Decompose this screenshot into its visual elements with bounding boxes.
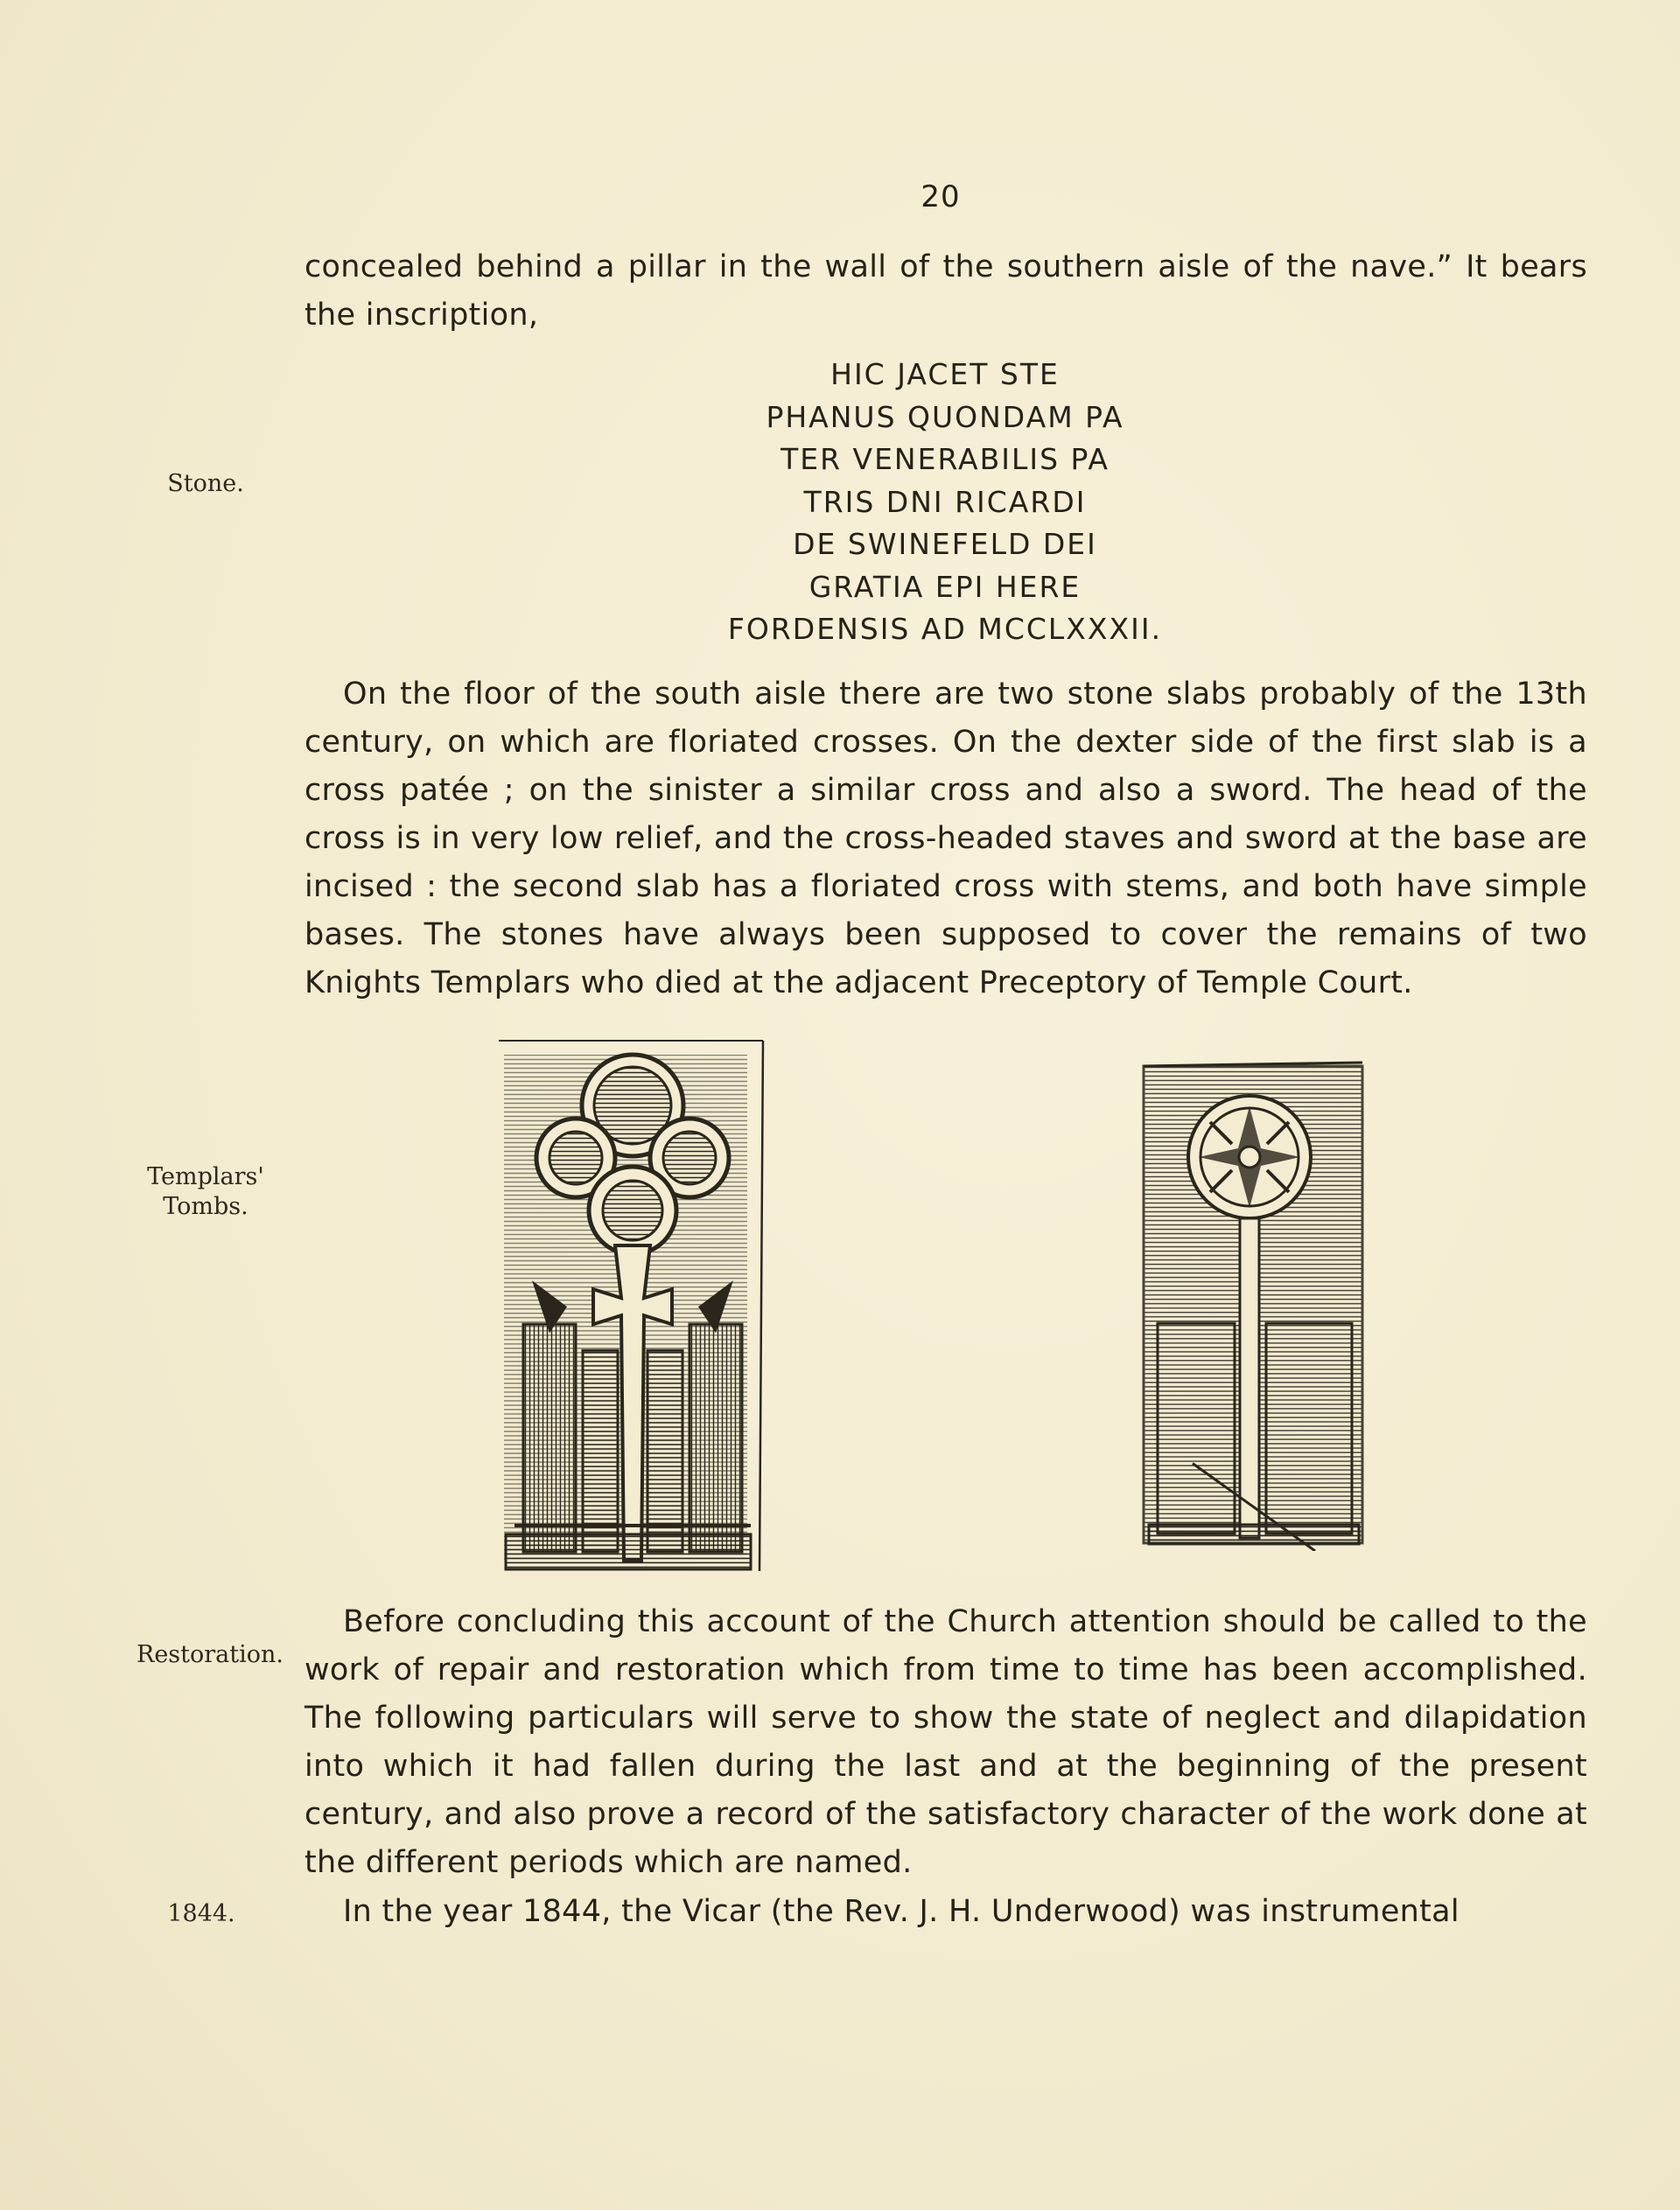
inscription-line: PHANUS QUONDAM PA [766, 399, 1124, 434]
inscription-line: TRIS DNI RICARDI [803, 484, 1087, 519]
paragraph-1844 [304, 1888, 1587, 1936]
margin-note-templars-tombs: Templars' Tombs. [147, 1163, 264, 1220]
inscription-line: GRATIA EPI HERE [808, 569, 1082, 604]
latin-inscription [630, 354, 1260, 651]
inscription-line: HIC JACET STE [830, 357, 1060, 391]
templar-slab-engraving-2 [1140, 1061, 1369, 1551]
page-number: 20 [920, 179, 961, 214]
margin-note-1844: 1844. [167, 1900, 235, 1927]
paragraph-stone-slabs [304, 670, 1587, 1007]
paragraph-restoration [304, 1598, 1587, 1887]
paragraph-inscription-intro [304, 243, 1587, 340]
paragraph-text: concealed behind a pillar in the wall of the southern aisle of the nave.” It bears the inscription, [304, 249, 1587, 333]
slab-engraving-icon [497, 1035, 768, 1578]
inscription-line: DE SWINEFELD DEI [793, 527, 1097, 561]
paragraph-text: In the year 1844, the Vicar (the Rev. J. H. Underwood) was instrumental [343, 1894, 1460, 1929]
paragraph-text: Before concluding this account of the Church attention should be called to the work of repair and restoration which from time to time has been accomplished. The following particulars will serve to show the state of neglect and dilapidation into which it had fallen during the last and at the beginning of the present century, and also prove a record of the satisfactory character of the work done at the different periods which are named. [304, 1604, 1587, 1880]
margin-note-stone: Stone. [167, 470, 244, 497]
paragraph-text: On the floor of the south aisle there are two stone slabs probably of the 13th century, on which are floriated crosses. On the dexter side of the first slab is a cross patée ; on the sinister a similar cross and also a sword. The head of the cross is in very low relief, and the cross-headed staves and sword at the base are incised : the second slab has a floriated cross with stems, and both have simple bases. The stones have always been supposed to cover the remains of two Knights Templars who died at the adjacent Preceptory of Temple Court. [304, 677, 1587, 1000]
templar-slab-engraving-1 [497, 1035, 768, 1578]
inscription-line: FORDENSIS AD MCCLXXXII. [727, 612, 1163, 646]
margin-note-restoration: Restoration. [136, 1641, 284, 1668]
inscription-line: TER VENERABILIS PA [780, 442, 1110, 476]
slab-engraving-icon [1140, 1061, 1369, 1551]
